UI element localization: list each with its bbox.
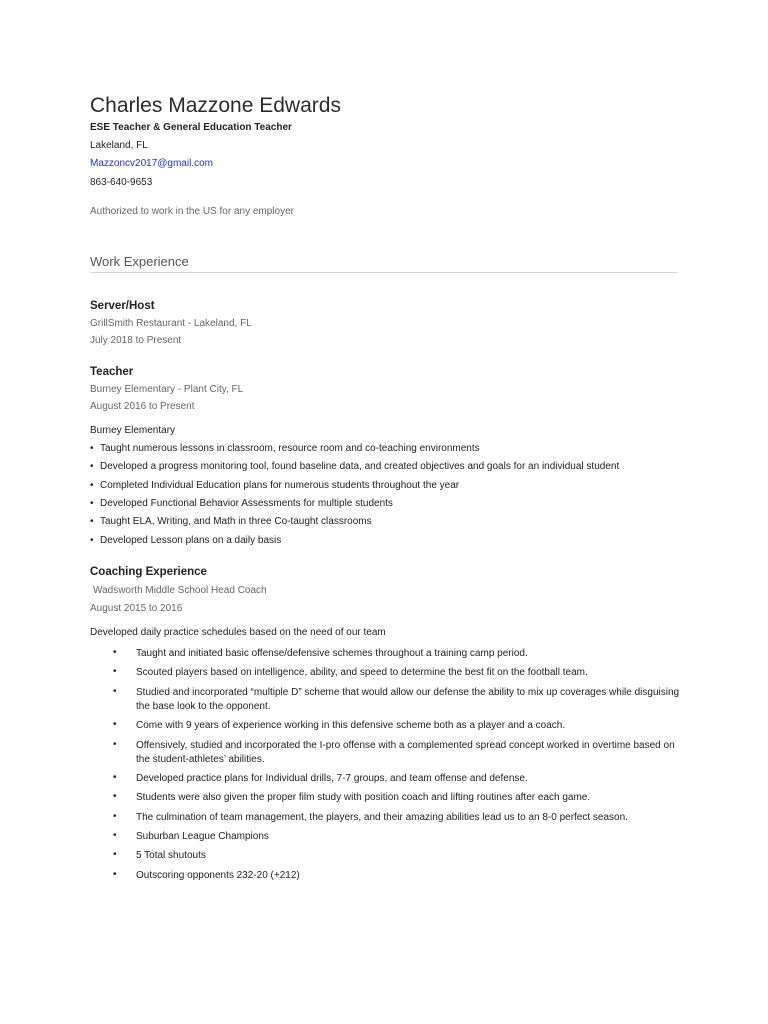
teacher-bullet-text: Completed Individual Education plans for numerous students throughout the year: [100, 480, 460, 491]
teacher-bullet-1: [90, 443, 480, 454]
job-dates-coaching: August 2015 to 2016: [90, 603, 183, 614]
job-dates-teacher: August 2016 to Present: [90, 401, 195, 412]
teacher-bullet-text: Taught numerous lessons in classroom, resource room and co-teaching environments: [100, 443, 480, 454]
teacher-bullet-text: Developed a progress monitoring tool, found baseline data, and created objectives and goals for an individual student: [100, 461, 620, 472]
coaching-bullet-text: Offensively, studied and incorporated the I-pro offense with a complemented spread concept worked in overtime based on the student-athletes’ abilities.: [136, 740, 675, 765]
coaching-bullet-text: The culmination of team management, the players, and their amazing abilities lead us to an 8-0 perfect season.: [136, 812, 628, 823]
bullet-icon: •: [113, 772, 117, 783]
job-dates-server-host: July 2018 to Present: [90, 335, 182, 346]
bullet-icon: •: [90, 461, 94, 472]
job-employer-burney: Burney Elementary - Plant City, FL: [90, 384, 244, 395]
bullet-icon: •: [90, 535, 94, 546]
bullet-icon: •: [113, 869, 117, 880]
bullet-icon: •: [113, 686, 117, 697]
coaching-bullet-text: Studied and incorporated “multiple D” scheme that would allow our defense the ability to mix up coverages while disguising the base look to the opponent.: [136, 687, 680, 712]
teacher-bullet-5: [90, 516, 372, 527]
job-title-teacher: Teacher: [90, 366, 134, 378]
coaching-bullet-text: Scouted players based on intelligence, ability, and speed to determine the best fit on the football team.: [136, 667, 588, 678]
coaching-bullet-text: Come with 9 years of experience working in this defensive scheme both as a player and a coach.: [136, 720, 566, 731]
teacher-bullet-text: Taught ELA, Writing, and Math in three Co-taught classrooms: [100, 516, 372, 527]
teacher-bullet-text: Developed Lesson plans on a daily basis: [100, 535, 282, 546]
bullet-icon: •: [90, 516, 94, 527]
candidate-phone: 863-640-9653: [90, 177, 153, 188]
teacher-bullet-2: [90, 461, 619, 472]
bullet-icon: •: [113, 647, 117, 658]
coaching-bullet-text: Taught and initiated basic offense/defensive schemes throughout a training camp period.: [136, 648, 528, 659]
work-experience-heading: Work Experience: [90, 254, 189, 269]
bullet-icon: •: [113, 791, 117, 802]
work-authorization: Authorized to work in the US for any employer: [90, 206, 294, 217]
candidate-name: Charles Mazzone Edwards: [90, 94, 341, 117]
coaching-bullet-text: Developed practice plans for Individual drills, 7-7 groups, and team offense and defense.: [136, 773, 528, 784]
bullet-icon: •: [113, 811, 117, 822]
candidate-email-link[interactable]: Mazzoncv2017@gmail.com: [90, 158, 213, 169]
candidate-headline: ESE Teacher & General Education Teacher: [90, 122, 292, 133]
coaching-bullet-text: 5 Total shutouts: [136, 850, 206, 861]
coaching-bullet-text: Suburban League Champions: [136, 831, 269, 842]
bullet-icon: •: [90, 498, 94, 509]
job-subtitle-burney: Burney Elementary: [90, 425, 176, 436]
teacher-bullet-text: Developed Functional Behavior Assessments for multiple students: [100, 498, 393, 509]
bullet-icon: •: [90, 443, 94, 454]
job-employer-wadsworth: Wadsworth Middle School Head Coach: [93, 585, 267, 596]
section-divider: [90, 272, 678, 273]
bullet-icon: •: [113, 830, 117, 841]
job-employer-grillsmith: GrillSmith Restaurant - Lakeland, FL: [90, 318, 252, 329]
teacher-bullet-6: [90, 535, 281, 546]
bullet-icon: •: [90, 480, 94, 491]
bullet-icon: •: [113, 666, 117, 677]
teacher-bullet-4: [90, 498, 393, 509]
coaching-summary: Developed daily practice schedules based on the need of our team: [90, 627, 386, 638]
job-title-coaching: Coaching Experience: [90, 566, 207, 578]
teacher-bullet-3: [90, 480, 459, 491]
bullet-icon: •: [113, 739, 117, 750]
coaching-bullet-text: Students were also given the proper film study with position coach and lifting routines after each game.: [136, 792, 591, 803]
job-title-server-host: Server/Host: [90, 300, 155, 312]
coaching-bullet-text: Outscoring opponents 232-20 (+212): [136, 870, 300, 881]
candidate-location: Lakeland, FL: [90, 140, 148, 151]
bullet-icon: •: [113, 719, 117, 730]
bullet-icon: •: [113, 849, 117, 860]
